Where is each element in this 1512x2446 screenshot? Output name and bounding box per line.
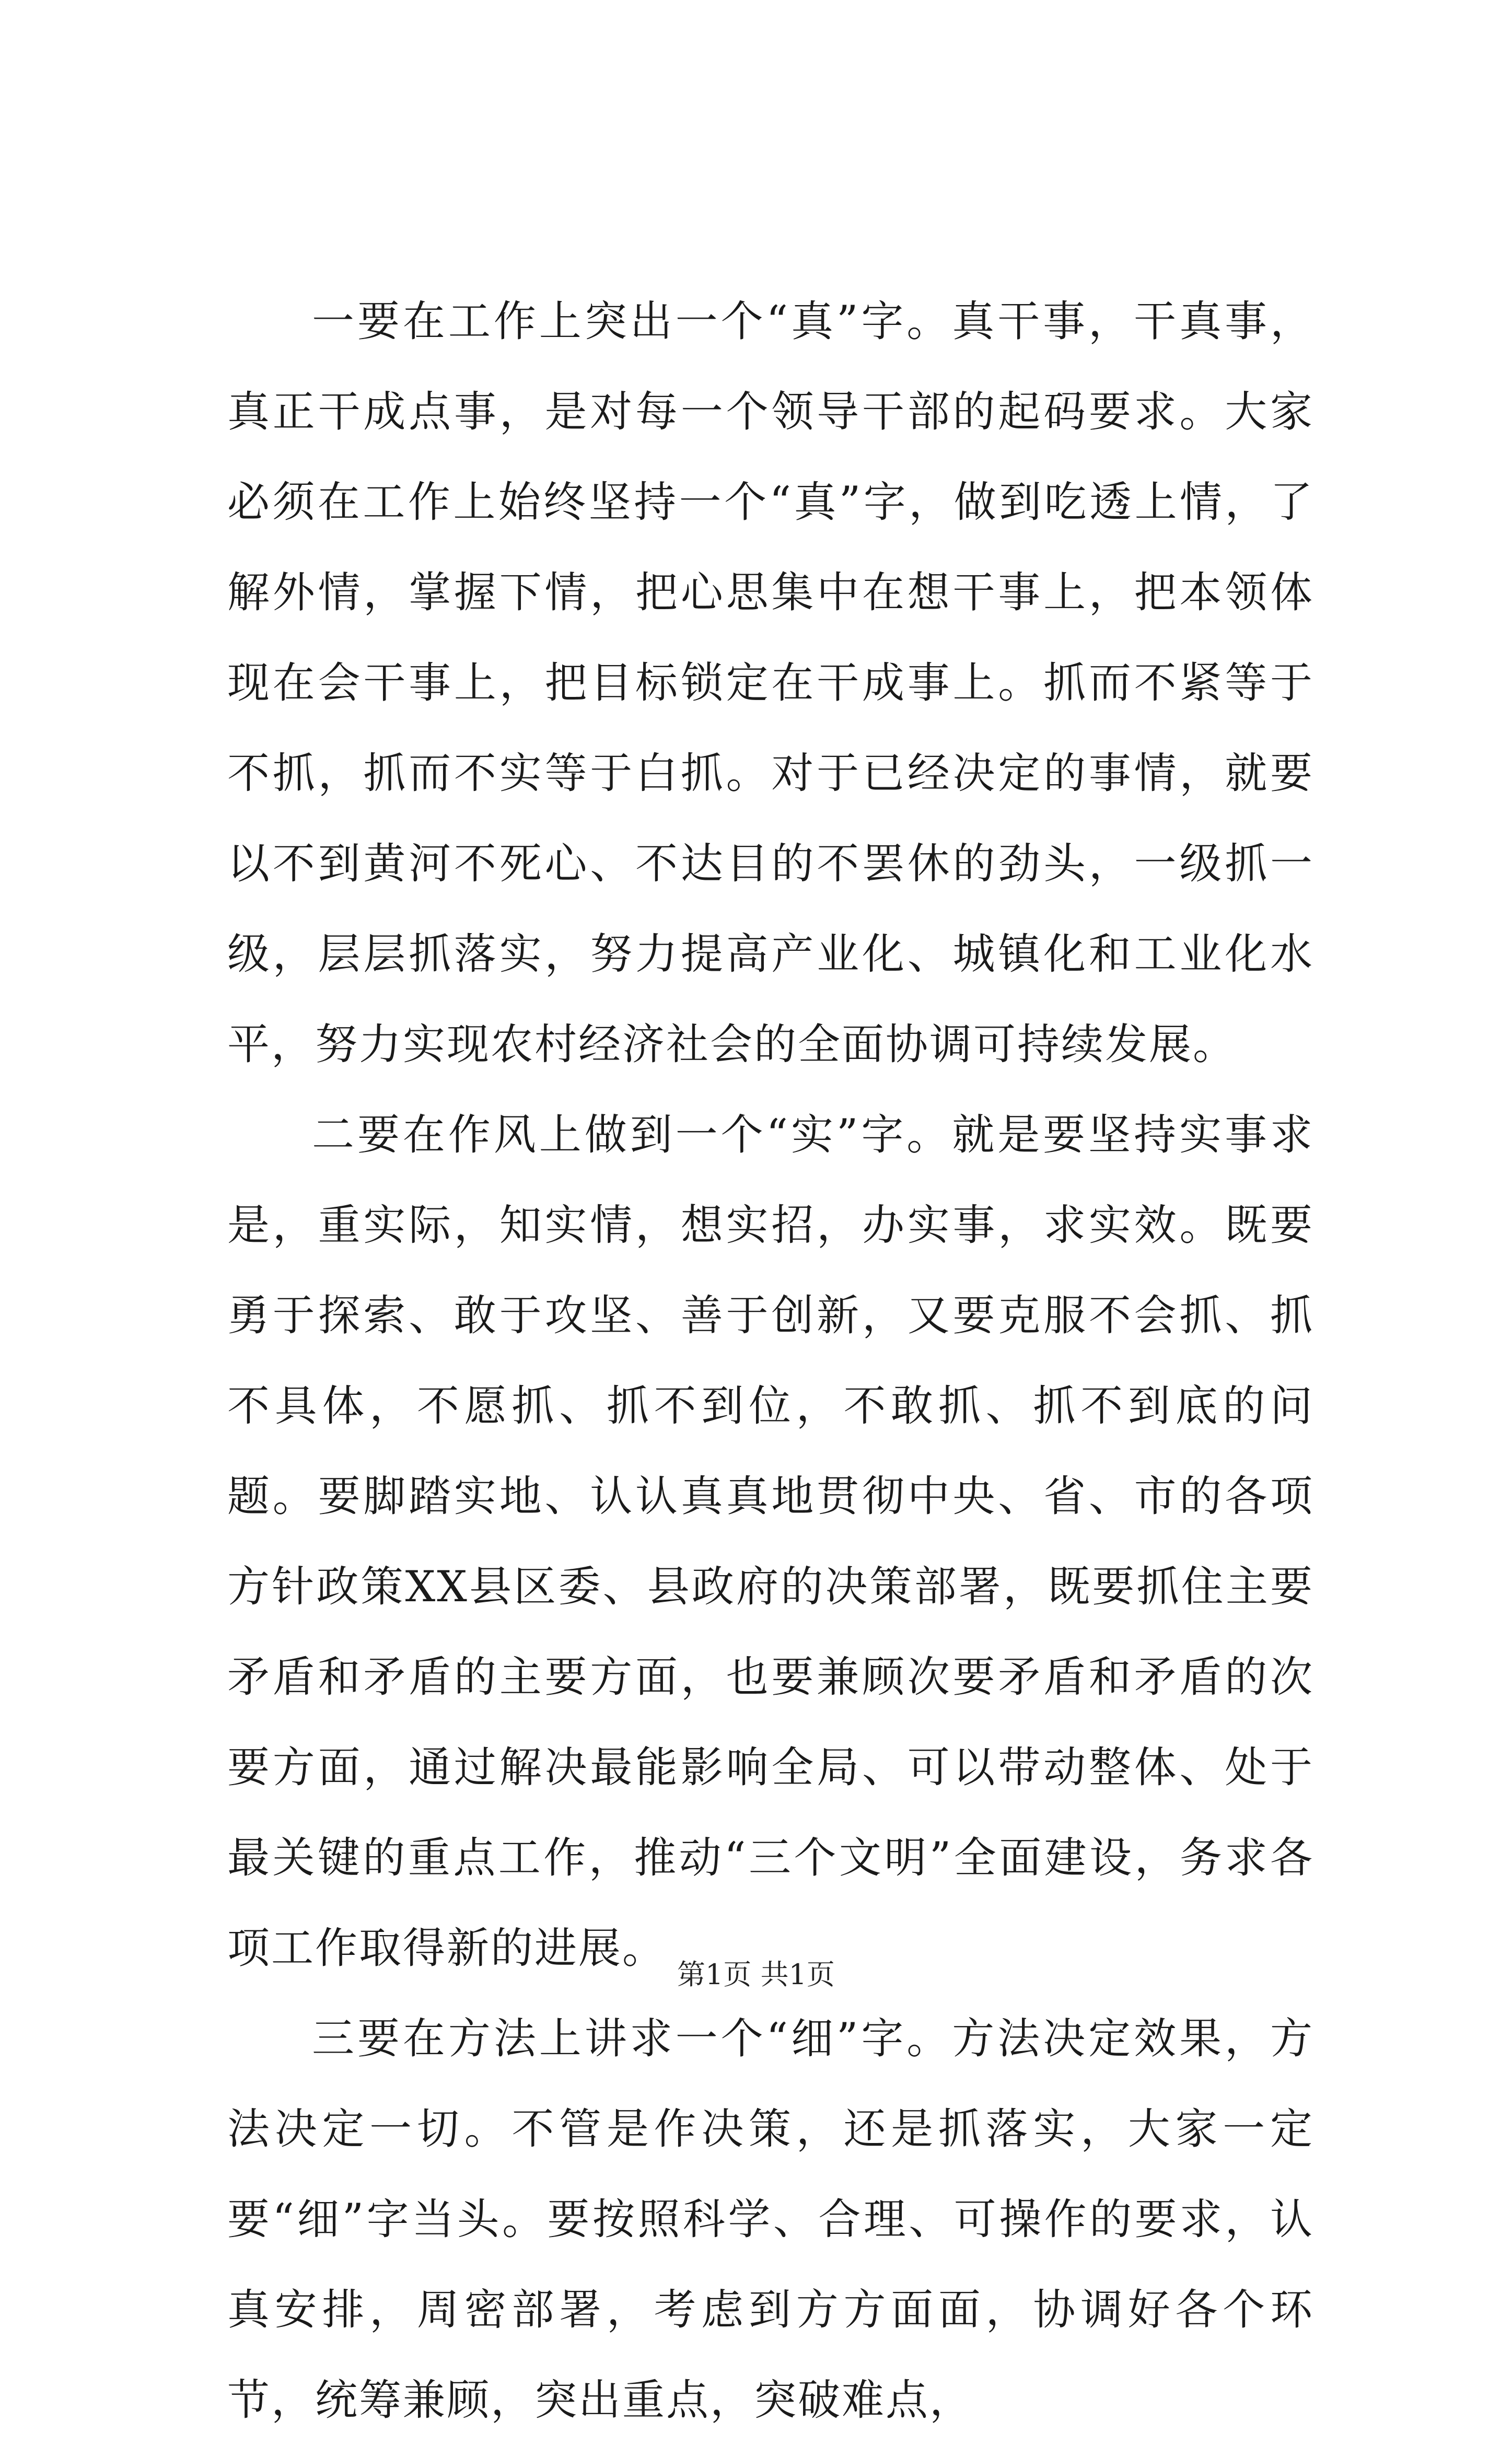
document-body — [227, 277, 1314, 2446]
paragraph-1: 一要在工作上突出一个“真”字。真干事，干真事，真正干成点事，是对每一个领导干部的起码要求。大家必须在工作上始终坚持一个“真”字，做到吃透上情，了解外情，掌握下情，把心思集中在想干事上，把本领体现在会干事上，把目标锁定在干成事上。抓而不紧等于不抓，抓而不实等于白抓。对于已经决定的事情，就要以不到黄河不死心、不达目的不罢休的劲头，一级抓一级，层层抓落实，努力提高产业化、城镇化和工业化水平，努力实现农村经济社会的全面协调可持续发展。 — [227, 297, 1314, 1069]
paragraph-3: 三要在方法上讲求一个“细”字。方法决定效果，方法决定一切。不管是作决策，还是抓落实，大家一定要“细”字当头。要按照科学、合理、可操作的要求，认真安排，周密部署，考虑到方方面面，协调好各个环节，统筹兼顾，突出重点，突破难点， — [227, 2014, 1314, 2425]
page-footer: 第1页 共1页 — [677, 1958, 835, 1991]
paragraph-2: 二要在作风上做到一个“实”字。就是要坚持实事求是，重实际，知实情，想实招，办实事，求实效。既要勇于探索、敢于攻坚、善于创新，又要克服不会抓、抓不具体，不愿抓、抓不到位，不敢抓、抓不到底的问题。要脚踏实地、认认真真地贯彻中央、省、市的各项方针政策XX县区委、县政府的决策部署，既要抓住主要矛盾和矛盾的主要方面，也要兼顾次要矛盾和矛盾的次要方面，通过解决最能影响全局、可以带动整体、处于最关键的重点工作，推动“三个文明”全面建设，务求各项工作取得新的进展。 — [227, 1111, 1314, 1973]
